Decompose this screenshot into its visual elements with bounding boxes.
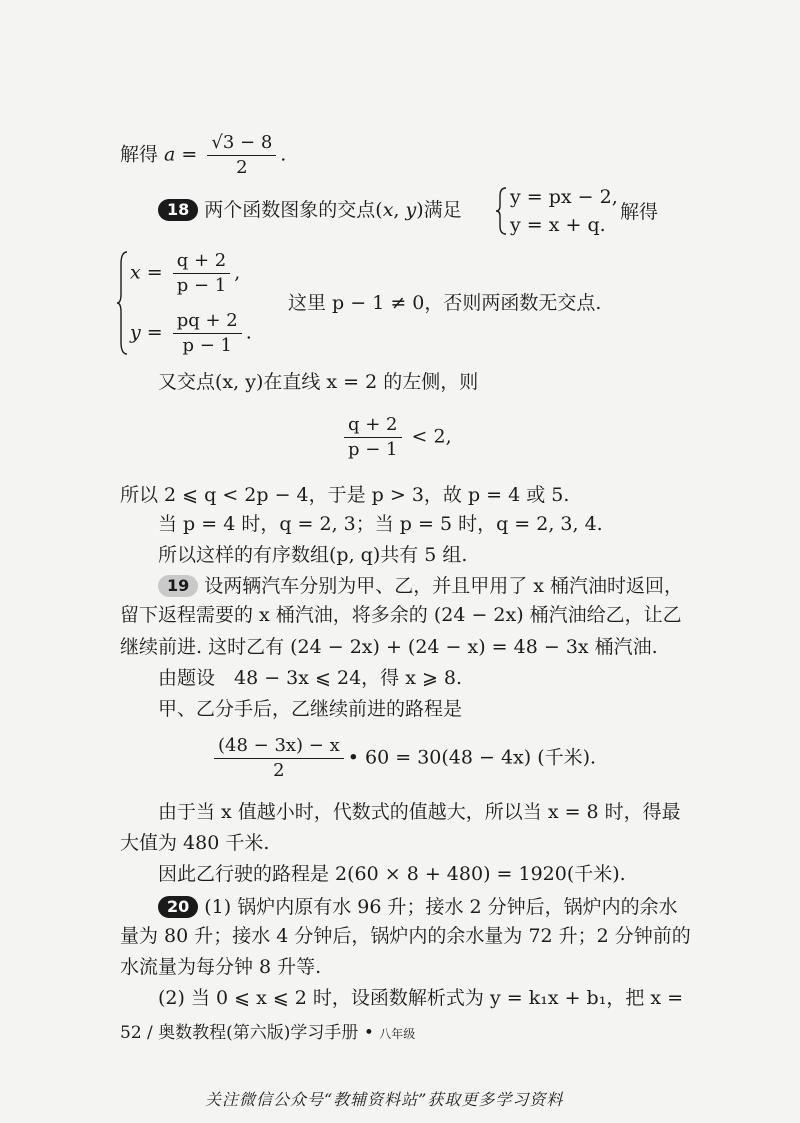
page-footer: [120, 1025, 415, 1042]
text-line: 由于当 x 值越小时，代数式的值越大，所以当 x = 8 时，得最: [158, 801, 681, 823]
note-text: 这里 p − 1 ≠ 0，否则两函数无交点.: [288, 292, 602, 314]
denominator: 2: [273, 760, 285, 781]
text-line: 当 p = 4 时，q = 2, 3；当 p = 5 时，q = 2, 3, 4.: [158, 513, 603, 535]
text: 解得: [120, 143, 165, 166]
fraction: [207, 134, 276, 177]
solution-y: [130, 312, 252, 355]
problem-18-line: [158, 199, 462, 221]
var: x: [382, 199, 394, 221]
solution-brace: [115, 250, 129, 356]
denominator: 2: [236, 157, 248, 178]
watermark-banner: 关注微信公众号“教辅资料站”获取更多学习资料: [205, 1090, 564, 1109]
text-line: (2) 当 0 ⩽ x ⩽ 2 时，设函数解析式为 y = k₁x + b₁，把 x =: [158, 987, 684, 1009]
text: 解得: [620, 201, 659, 223]
period: .: [280, 143, 287, 166]
problem-20-line: [158, 896, 678, 918]
system-brace: [494, 186, 508, 236]
grade-label: 八年级: [379, 1027, 416, 1041]
numerator: pq + 2: [173, 312, 242, 334]
fraction: [344, 416, 402, 459]
comma: ,: [393, 199, 406, 221]
line-1: [120, 134, 286, 177]
problem-number-badge: 19: [158, 575, 198, 597]
text-line: 又交点(x, y)在直线 x = 2 的左侧，则: [158, 371, 479, 393]
eq: =: [140, 261, 169, 284]
distance-formula: [210, 737, 596, 780]
fraction: [173, 312, 242, 355]
text: < 2,: [405, 425, 452, 448]
text: (1) 锅炉内原有水 96 升；接水 2 分钟后，锅炉内的余水: [204, 896, 678, 918]
text-line: 继续前进. 这时乙有 (24 − 2x) + (24 − x) = 48 − 3x 桶汽油.: [120, 636, 658, 658]
eq: =: [140, 321, 169, 344]
numerator: (48 − 3x) − x: [214, 737, 344, 759]
period: .: [245, 321, 252, 344]
var-y: y: [130, 321, 141, 344]
text-line: 由题设 48 − 3x ⩽ 24，得 x ⩾ 8.: [158, 667, 463, 689]
text-line: 所以 2 ⩽ q < 2p − 4，于是 p > 3，故 p = 4 或 5.: [120, 484, 570, 506]
comma: ,: [234, 261, 241, 284]
numerator: q + 2: [173, 252, 231, 274]
problem-19-line: [158, 575, 683, 597]
denominator: p − 1: [182, 335, 232, 356]
text: 设两辆汽车分别为甲、乙，并且甲用了 x 桶汽油时返回，: [204, 575, 684, 597]
text-line: 水流量为每分钟 8 升等.: [120, 956, 322, 978]
eq: =: [175, 143, 204, 166]
text-line: 因此乙行驶的路程是 2(60 × 8 + 480) = 1920(千米).: [158, 863, 626, 885]
problem-number-badge: 18: [158, 199, 198, 221]
text: • 60 = 30(48 − 4x) (千米).: [347, 746, 597, 769]
text-line: 大值为 480 千米.: [120, 832, 270, 854]
fraction: [173, 252, 231, 295]
text-line: 留下返程需要的 x 桶汽油，将多余的 (24 − 2x) 桶汽油给乙，让乙: [120, 604, 682, 626]
system-eq-2: y = x + q.: [510, 214, 606, 236]
book-title: 奥数教程(第六版)学习手册 •: [158, 1023, 374, 1043]
system-eq-1: y = px − 2,: [510, 186, 618, 208]
inequality: [340, 416, 452, 459]
var-x: x: [130, 261, 141, 284]
fraction: [214, 737, 344, 780]
text-line: 量为 80 升；接水 4 分钟后，锅炉内的余水量为 72 升；2 分钟前的: [120, 925, 691, 947]
text: 两个函数图象的交点(: [204, 199, 383, 221]
solution-x: [130, 252, 240, 295]
denominator: p − 1: [176, 275, 227, 296]
numerator: q + 2: [344, 416, 402, 438]
page-number: 52 /: [120, 1023, 153, 1043]
problem-number-badge: 20: [158, 896, 198, 918]
var-a: a: [164, 143, 176, 166]
text: )满足: [416, 199, 462, 221]
numerator: √3 − 8: [207, 134, 276, 156]
text-line: 所以这样的有序数组(p, q)共有 5 组.: [158, 544, 468, 566]
denominator: p − 1: [348, 439, 398, 460]
var: y: [405, 199, 417, 221]
text-line: 甲、乙分手后，乙继续前进的路程是: [158, 698, 463, 720]
